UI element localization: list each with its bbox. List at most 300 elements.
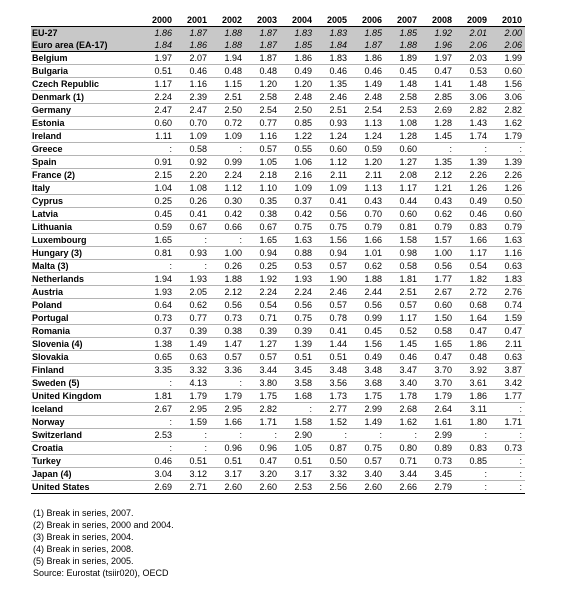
value-cell: 1.80: [455, 416, 490, 429]
value-cell: 1.79: [490, 130, 525, 143]
value-cell: 1.87: [175, 27, 210, 40]
value-cell: 2.24: [280, 286, 315, 299]
value-cell: 0.70: [350, 208, 385, 221]
value-cell: 1.16: [245, 130, 280, 143]
value-cell: 1.43: [455, 117, 490, 130]
value-cell: 3.87: [490, 364, 525, 377]
value-cell: 1.93: [175, 273, 210, 286]
value-cell: 0.96: [245, 442, 280, 455]
value-cell: :: [455, 429, 490, 442]
value-cell: 0.51: [315, 351, 350, 364]
country-row: [31, 117, 525, 130]
value-cell: 1.62: [490, 117, 525, 130]
value-cell: 3.68: [350, 377, 385, 390]
value-cell: 0.66: [210, 221, 245, 234]
value-cell: 0.79: [350, 221, 385, 234]
value-cell: 0.60: [490, 65, 525, 78]
value-cell: 1.56: [315, 234, 350, 247]
value-cell: 2.67: [420, 286, 455, 299]
country-label: Norway: [31, 416, 140, 429]
value-cell: 1.78: [385, 390, 420, 403]
country-label: Ireland: [31, 130, 140, 143]
value-cell: 1.64: [455, 312, 490, 325]
value-cell: 0.49: [280, 65, 315, 78]
value-cell: 1.63: [490, 234, 525, 247]
value-cell: 0.67: [245, 221, 280, 234]
value-cell: 0.73: [420, 455, 455, 468]
value-cell: :: [210, 234, 245, 247]
value-cell: 0.46: [315, 65, 350, 78]
value-cell: 1.28: [385, 130, 420, 143]
value-cell: 0.47: [490, 325, 525, 338]
value-cell: 2.16: [280, 169, 315, 182]
value-cell: 2.76: [490, 286, 525, 299]
value-cell: 1.47: [210, 338, 245, 351]
value-cell: :: [455, 468, 490, 481]
value-cell: 0.46: [350, 65, 385, 78]
data-table-container: [31, 13, 525, 494]
value-cell: 1.56: [490, 78, 525, 91]
value-cell: 2.79: [420, 481, 455, 494]
value-cell: 0.25: [140, 195, 175, 208]
value-cell: 3.44: [245, 364, 280, 377]
value-cell: :: [490, 468, 525, 481]
value-cell: 0.25: [245, 260, 280, 273]
value-cell: 0.62: [420, 208, 455, 221]
country-label: Greece: [31, 143, 140, 156]
value-cell: 2.53: [280, 481, 315, 494]
value-cell: 1.21: [420, 182, 455, 195]
value-cell: 3.32: [315, 468, 350, 481]
country-row: [31, 195, 525, 208]
value-cell: 2.99: [420, 429, 455, 442]
value-cell: 2.39: [175, 91, 210, 104]
value-cell: 0.71: [385, 455, 420, 468]
value-cell: :: [175, 442, 210, 455]
value-cell: 0.47: [420, 351, 455, 364]
value-cell: 2.51: [315, 104, 350, 117]
value-cell: :: [245, 429, 280, 442]
value-cell: 2.54: [245, 104, 280, 117]
country-label: Bulgaria: [31, 65, 140, 78]
value-cell: 1.39: [455, 156, 490, 169]
value-cell: 4.13: [175, 377, 210, 390]
value-cell: :: [175, 429, 210, 442]
value-cell: 0.79: [420, 221, 455, 234]
value-cell: 1.88: [385, 39, 420, 52]
value-cell: 2.60: [210, 481, 245, 494]
value-cell: 1.06: [280, 156, 315, 169]
value-cell: 1.93: [280, 273, 315, 286]
value-cell: 1.58: [385, 234, 420, 247]
aggregate-label: EU-27: [31, 27, 140, 40]
value-cell: 0.45: [385, 65, 420, 78]
value-cell: 0.80: [385, 442, 420, 455]
value-cell: 0.50: [490, 195, 525, 208]
value-cell: 0.63: [175, 351, 210, 364]
value-cell: 1.05: [280, 442, 315, 455]
value-cell: 0.65: [140, 351, 175, 364]
value-cell: 0.47: [420, 65, 455, 78]
aggregate-row: [31, 27, 525, 40]
country-row: [31, 234, 525, 247]
value-cell: 1.66: [210, 416, 245, 429]
country-row: [31, 182, 525, 195]
year-header: 2008: [420, 13, 455, 27]
country-label: Turkey: [31, 455, 140, 468]
value-cell: 0.45: [140, 208, 175, 221]
country-label: France (2): [31, 169, 140, 182]
value-cell: 2.82: [455, 104, 490, 117]
value-cell: 1.39: [280, 338, 315, 351]
country-row: [31, 338, 525, 351]
country-row: [31, 221, 525, 234]
country-label: Luxembourg: [31, 234, 140, 247]
value-cell: 1.62: [385, 416, 420, 429]
value-cell: 3.06: [490, 91, 525, 104]
value-cell: :: [140, 416, 175, 429]
value-cell: 1.59: [490, 312, 525, 325]
country-label: Latvia: [31, 208, 140, 221]
value-cell: 0.46: [140, 455, 175, 468]
value-cell: 1.79: [175, 390, 210, 403]
value-cell: 2.06: [455, 39, 490, 52]
country-row: [31, 130, 525, 143]
country-row: [31, 299, 525, 312]
value-cell: 3.48: [350, 364, 385, 377]
value-cell: 2.05: [175, 286, 210, 299]
value-cell: 0.93: [315, 117, 350, 130]
value-cell: 1.35: [420, 156, 455, 169]
value-cell: 0.63: [490, 260, 525, 273]
value-cell: 0.89: [420, 442, 455, 455]
country-row: [31, 416, 525, 429]
country-label: Iceland: [31, 403, 140, 416]
value-cell: 3.17: [280, 468, 315, 481]
country-label: Hungary (3): [31, 247, 140, 260]
value-cell: 0.74: [490, 299, 525, 312]
value-cell: 0.54: [245, 299, 280, 312]
value-cell: 1.92: [420, 27, 455, 40]
value-cell: 0.39: [175, 325, 210, 338]
value-cell: 0.94: [315, 247, 350, 260]
country-row: [31, 52, 525, 65]
value-cell: 0.83: [455, 221, 490, 234]
value-cell: 1.56: [350, 338, 385, 351]
value-cell: 1.20: [280, 78, 315, 91]
footnote: (1) Break in series, 2007.: [33, 508, 134, 518]
value-cell: 1.20: [350, 156, 385, 169]
value-cell: 0.72: [210, 117, 245, 130]
value-cell: 2.01: [455, 27, 490, 40]
value-cell: 1.09: [175, 130, 210, 143]
value-cell: 2.54: [350, 104, 385, 117]
value-cell: 1.90: [315, 273, 350, 286]
value-cell: 1.20: [245, 78, 280, 91]
year-header: 2006: [350, 13, 385, 27]
value-cell: 0.81: [385, 221, 420, 234]
country-label: Portugal: [31, 312, 140, 325]
value-cell: 1.05: [245, 156, 280, 169]
value-cell: 3.32: [175, 364, 210, 377]
country-row: [31, 403, 525, 416]
value-cell: 0.52: [385, 325, 420, 338]
country-label: United Kingdom: [31, 390, 140, 403]
value-cell: 1.26: [455, 182, 490, 195]
value-cell: 1.08: [175, 182, 210, 195]
value-cell: 1.94: [140, 273, 175, 286]
value-cell: 2.15: [140, 169, 175, 182]
value-cell: 3.61: [455, 377, 490, 390]
value-cell: 0.81: [140, 247, 175, 260]
value-cell: 1.45: [420, 130, 455, 143]
value-cell: 3.47: [385, 364, 420, 377]
value-cell: 1.83: [315, 52, 350, 65]
value-cell: 1.35: [315, 78, 350, 91]
value-cell: 1.85: [350, 27, 385, 40]
value-cell: 0.85: [455, 455, 490, 468]
value-cell: 0.37: [280, 195, 315, 208]
value-cell: 0.59: [350, 143, 385, 156]
country-row: [31, 429, 525, 442]
value-cell: 2.58: [245, 91, 280, 104]
value-cell: 0.73: [490, 442, 525, 455]
value-cell: 1.63: [280, 234, 315, 247]
value-cell: 1.11: [140, 130, 175, 143]
value-cell: :: [490, 429, 525, 442]
footnote: (3) Break in series, 2004.: [33, 532, 134, 542]
value-cell: 0.93: [175, 247, 210, 260]
value-cell: 1.81: [140, 390, 175, 403]
header-row: [31, 13, 525, 27]
value-cell: 1.48: [455, 78, 490, 91]
value-cell: 2.00: [490, 27, 525, 40]
value-cell: 1.12: [210, 182, 245, 195]
value-cell: 0.47: [245, 455, 280, 468]
rd-intensity-table: [31, 13, 525, 494]
country-label: Austria: [31, 286, 140, 299]
value-cell: 0.67: [175, 221, 210, 234]
value-cell: 2.53: [385, 104, 420, 117]
value-cell: 2.44: [350, 286, 385, 299]
value-cell: 1.24: [315, 130, 350, 143]
value-cell: 0.56: [420, 260, 455, 273]
value-cell: 0.58: [175, 143, 210, 156]
country-label: United States: [31, 481, 140, 494]
value-cell: 0.79: [490, 221, 525, 234]
value-cell: 1.57: [420, 234, 455, 247]
value-cell: 0.75: [350, 442, 385, 455]
value-cell: 0.56: [280, 299, 315, 312]
country-row: [31, 169, 525, 182]
value-cell: 1.83: [280, 27, 315, 40]
value-cell: 1.38: [140, 338, 175, 351]
value-cell: 3.70: [420, 377, 455, 390]
value-cell: 1.88: [210, 273, 245, 286]
value-cell: 0.59: [140, 221, 175, 234]
value-cell: 1.71: [245, 416, 280, 429]
value-cell: 1.88: [210, 27, 245, 40]
country-label: Croatia: [31, 442, 140, 455]
value-cell: 1.86: [455, 390, 490, 403]
value-cell: 2.06: [490, 39, 525, 52]
footnotes: [33, 507, 174, 579]
value-cell: 1.27: [245, 338, 280, 351]
value-cell: 3.80: [245, 377, 280, 390]
value-cell: 0.91: [140, 156, 175, 169]
value-cell: 3.56: [315, 377, 350, 390]
country-label: Poland: [31, 299, 140, 312]
value-cell: 0.48: [210, 65, 245, 78]
value-cell: 0.46: [385, 351, 420, 364]
value-cell: 3.20: [245, 468, 280, 481]
value-cell: 0.53: [455, 65, 490, 78]
value-cell: 1.86: [280, 52, 315, 65]
value-cell: 1.49: [350, 416, 385, 429]
value-cell: 2.26: [455, 169, 490, 182]
value-cell: 1.22: [280, 130, 315, 143]
value-cell: 1.26: [490, 182, 525, 195]
value-cell: 0.57: [245, 143, 280, 156]
value-cell: 3.17: [210, 468, 245, 481]
value-cell: 1.50: [420, 312, 455, 325]
value-cell: 1.09: [315, 182, 350, 195]
country-label: Cyprus: [31, 195, 140, 208]
footnote: (5) Break in series, 2005.: [33, 556, 134, 566]
value-cell: :: [385, 429, 420, 442]
value-cell: 0.73: [140, 312, 175, 325]
value-cell: 3.40: [350, 468, 385, 481]
value-cell: 3.42: [490, 377, 525, 390]
value-cell: 1.83: [315, 27, 350, 40]
value-cell: 1.17: [385, 312, 420, 325]
value-cell: 0.43: [350, 195, 385, 208]
value-cell: 1.39: [490, 156, 525, 169]
value-cell: 0.56: [210, 299, 245, 312]
value-cell: 1.88: [350, 273, 385, 286]
country-label: Estonia: [31, 117, 140, 130]
value-cell: 3.48: [315, 364, 350, 377]
value-cell: 0.58: [420, 325, 455, 338]
value-cell: 1.13: [350, 117, 385, 130]
value-cell: 1.17: [455, 247, 490, 260]
value-cell: 0.71: [245, 312, 280, 325]
value-cell: 0.78: [315, 312, 350, 325]
country-row: [31, 312, 525, 325]
value-cell: 1.01: [350, 247, 385, 260]
country-row: [31, 442, 525, 455]
value-cell: 0.98: [385, 247, 420, 260]
country-label: Lithuania: [31, 221, 140, 234]
value-cell: 1.66: [455, 234, 490, 247]
value-cell: 2.51: [210, 91, 245, 104]
value-cell: 1.16: [490, 247, 525, 260]
value-cell: 1.65: [245, 234, 280, 247]
value-cell: :: [140, 377, 175, 390]
value-cell: 0.60: [140, 117, 175, 130]
value-cell: 0.57: [315, 260, 350, 273]
value-cell: 0.77: [245, 117, 280, 130]
value-cell: 1.12: [315, 156, 350, 169]
value-cell: 0.96: [210, 442, 245, 455]
value-cell: 0.51: [280, 455, 315, 468]
country-label: Romania: [31, 325, 140, 338]
value-cell: 0.64: [140, 299, 175, 312]
value-cell: 3.12: [175, 468, 210, 481]
value-cell: 0.48: [245, 65, 280, 78]
year-header: 2004: [280, 13, 315, 27]
country-label: Japan (4): [31, 468, 140, 481]
value-cell: 0.51: [175, 455, 210, 468]
value-cell: 3.45: [280, 364, 315, 377]
value-cell: 2.64: [420, 403, 455, 416]
aggregate-row: [31, 39, 525, 52]
value-cell: 3.04: [140, 468, 175, 481]
country-row: [31, 78, 525, 91]
value-cell: :: [210, 143, 245, 156]
year-header: 2001: [175, 13, 210, 27]
value-cell: 1.59: [175, 416, 210, 429]
value-cell: 1.04: [140, 182, 175, 195]
value-cell: 0.46: [455, 208, 490, 221]
value-cell: 0.26: [210, 260, 245, 273]
value-cell: 2.69: [140, 481, 175, 494]
value-cell: 0.30: [210, 195, 245, 208]
value-cell: :: [455, 481, 490, 494]
value-cell: :: [210, 429, 245, 442]
value-cell: 0.51: [210, 455, 245, 468]
value-cell: 2.72: [455, 286, 490, 299]
value-cell: 0.62: [350, 260, 385, 273]
value-cell: 0.39: [245, 325, 280, 338]
value-cell: 2.07: [175, 52, 210, 65]
value-cell: 1.87: [245, 52, 280, 65]
country-label: Slovenia (4): [31, 338, 140, 351]
value-cell: 3.36: [210, 364, 245, 377]
country-row: [31, 377, 525, 390]
value-cell: 1.77: [490, 390, 525, 403]
value-cell: 0.83: [455, 442, 490, 455]
value-cell: 3.58: [280, 377, 315, 390]
country-row: [31, 208, 525, 221]
value-cell: 0.75: [280, 221, 315, 234]
value-cell: 3.35: [140, 364, 175, 377]
value-cell: 0.77: [175, 312, 210, 325]
value-cell: :: [490, 455, 525, 468]
value-cell: :: [140, 442, 175, 455]
value-cell: 0.73: [210, 312, 245, 325]
value-cell: 2.56: [315, 481, 350, 494]
value-cell: :: [490, 143, 525, 156]
country-label: Netherlands: [31, 273, 140, 286]
country-row: [31, 325, 525, 338]
country-row: [31, 156, 525, 169]
value-cell: 0.60: [385, 143, 420, 156]
value-cell: 0.43: [420, 195, 455, 208]
value-cell: 1.16: [175, 78, 210, 91]
value-cell: 1.75: [350, 390, 385, 403]
value-cell: 2.90: [280, 429, 315, 442]
value-cell: 2.95: [175, 403, 210, 416]
value-cell: 1.44: [315, 338, 350, 351]
value-cell: 1.96: [420, 39, 455, 52]
value-cell: :: [175, 260, 210, 273]
value-cell: 2.26: [490, 169, 525, 182]
value-cell: 2.11: [490, 338, 525, 351]
value-cell: 2.24: [245, 286, 280, 299]
value-cell: 0.60: [315, 143, 350, 156]
value-cell: :: [420, 143, 455, 156]
